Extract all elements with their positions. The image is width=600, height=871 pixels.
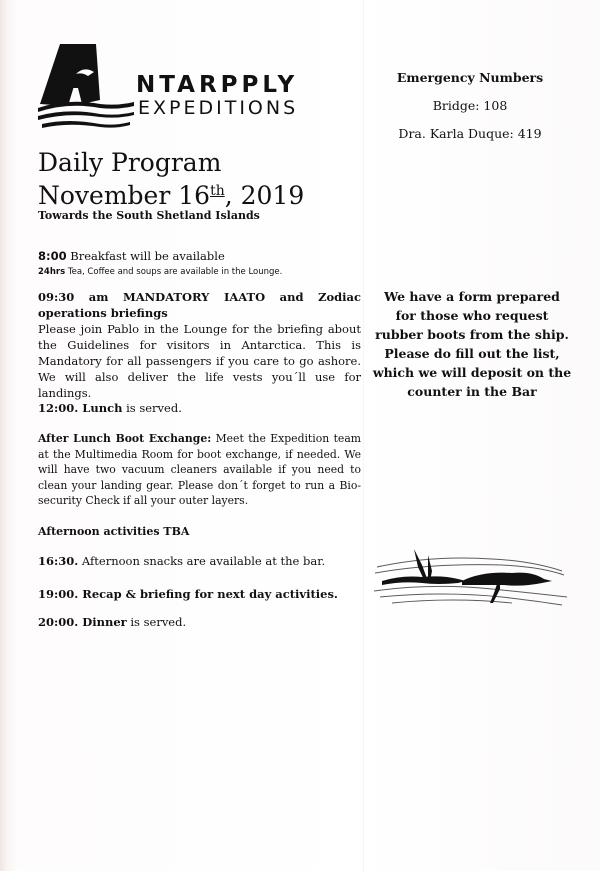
schedule-breakfast: 8:00 Breakfast will be available — [38, 249, 225, 263]
schedule-afternoon: Afternoon activities TBA — [38, 525, 190, 538]
schedule-dinner: 20:00. Dinner is served. — [38, 615, 187, 629]
schedule-recap: 19:00. Recap & briefing for next day activities. — [38, 587, 338, 601]
brand-name: NTARPPLY — [136, 72, 299, 98]
program-title: Daily Program — [38, 148, 222, 177]
schedule-boot-exchange — [38, 431, 361, 509]
briefing-body: Please join Pablo in the Lounge for the briefing about the Guidelines for visitors in Antarctica. This is Mandatory for all passengers if you care to go ashore. We will also deliver the life vests you´ll use for landings. — [38, 322, 361, 400]
schedule-snacks: 16:30. Afternoon snacks are available at the bar. — [38, 554, 326, 568]
boot-exchange-heading: After Lunch Boot Exchange: — [38, 432, 212, 445]
schedule-lunch: 12:00. Lunch is served. — [38, 401, 182, 415]
boot-exchange-body: Meet the Expedition team at the Multimedia Room for boot exchange, if needed. We will have two vacuum cleaners available if you need to clean your landing gear. Please don´t forget to run a Bio-security Check if all your outer layers. — [38, 432, 361, 507]
emergency-doctor: Dra. Karla Duque: 419 — [398, 126, 542, 141]
emergency-title: Emergency Numbers — [396, 70, 544, 85]
antarctica-a-wave-logo-icon — [38, 42, 138, 137]
emergency-numbers — [375, 70, 565, 154]
program-date: November 16th, 2019 — [38, 181, 305, 210]
brand-logo — [38, 42, 318, 137]
schedule-briefing — [38, 289, 361, 401]
program-subtitle: Towards the South Shetland Islands — [38, 209, 260, 222]
brand-tagline: EXPEDITIONS — [138, 97, 299, 119]
emergency-bridge: Bridge: 108 — [432, 98, 508, 113]
briefing-heading: 09:30 am MANDATORY IAATO and Zodiac operations briefings — [38, 290, 361, 320]
rubber-boots-callout: We have a form prepared for those who request rubber boots from the ship. Please do fill out the list, which we will deposit on the counter in the Bar — [372, 289, 572, 399]
swimming-penguins-icon — [372, 545, 567, 614]
page-fold — [363, 0, 364, 871]
page-title — [38, 148, 304, 210]
schedule-tea: 24hrs Tea, Coffee and soups are available in the Lounge. — [38, 267, 283, 277]
